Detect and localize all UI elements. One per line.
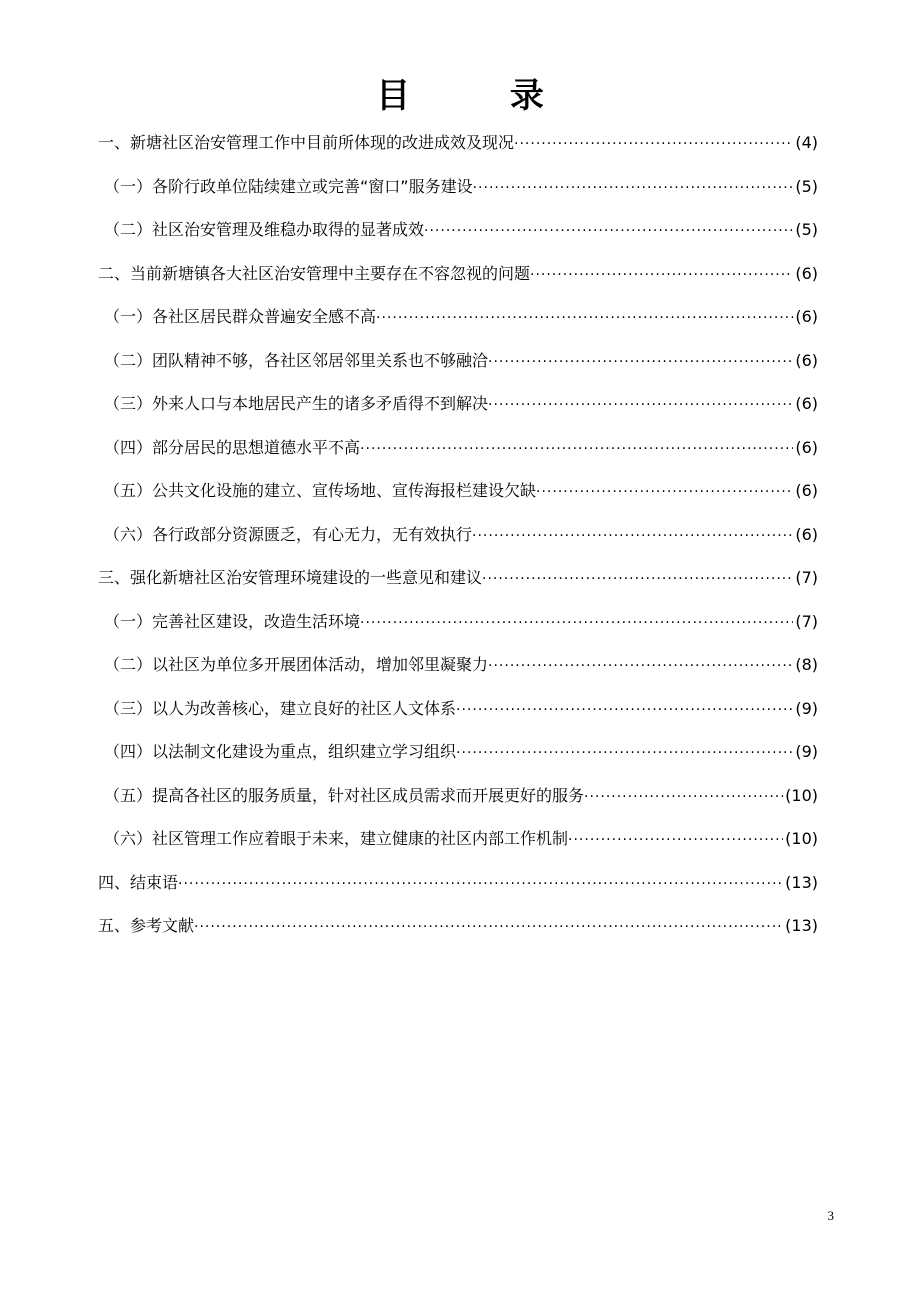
toc-entry-page: (10) (785, 829, 818, 848)
toc-entry[interactable] (98, 781, 818, 825)
toc-entry-title: （五）提高各社区的服务质量，针对社区成员需求而开展更好的服务 (104, 785, 585, 805)
toc-entry-page: (5) (795, 220, 818, 239)
toc-entry-page: (6) (795, 263, 818, 283)
toc-entry[interactable] (98, 737, 818, 781)
toc-entry-page: (5) (795, 176, 818, 196)
toc-leader-dots (456, 738, 793, 768)
toc-entry[interactable] (98, 346, 818, 390)
toc-entry[interactable] (98, 476, 818, 520)
toc-entry-page: (6) (795, 394, 818, 413)
toc-entry-page: (9) (795, 698, 818, 718)
table-of-contents (98, 128, 818, 955)
toc-entry[interactable] (98, 520, 818, 564)
toc-entry-title: 一、新塘社区治安管理工作中目前所体现的改进成效及现况 (98, 133, 515, 152)
toc-entry-page: (6) (795, 307, 818, 326)
toc-entry-title: （四）部分居民的思想道德水平不高 (104, 437, 361, 457)
toc-entry-title: （六）各行政部分资源匮乏，有心无力，无有效执行 (104, 524, 473, 544)
toc-entry[interactable] (98, 389, 818, 433)
toc-entry-title: （一）各阶行政单位陆续建立或完善“窗口”服务建设 (104, 176, 473, 196)
toc-leader-dots (360, 608, 793, 638)
toc-entry-page: (6) (795, 437, 818, 457)
toc-entry[interactable] (98, 172, 818, 216)
toc-leader-dots (530, 260, 793, 290)
toc-entry[interactable] (98, 650, 818, 694)
toc-entry-page: (6) (795, 350, 818, 370)
toc-leader-dots (488, 347, 793, 377)
toc-entry-title: （一）各社区居民群众普遍安全感不高 (104, 307, 377, 326)
toc-entry-title: （二）团队精神不够，各社区邻居邻里关系也不够融洽 (104, 350, 489, 370)
toc-entry-title: （三）以人为改善核心，建立良好的社区人文体系 (104, 698, 457, 718)
toc-entry-title: 二、当前新塘镇各大社区治安管理中主要存在不容忽视的问题 (98, 263, 531, 283)
toc-leader-dots (514, 129, 793, 159)
toc-leader-dots (482, 564, 793, 594)
toc-entry[interactable] (98, 259, 818, 303)
toc-entry[interactable] (98, 433, 818, 477)
toc-leader-dots (488, 390, 793, 420)
toc-leader-dots (424, 216, 793, 246)
toc-entry-title: 五、参考文献 (98, 916, 195, 935)
page-title: 目 录 (376, 76, 588, 116)
toc-entry-title: 三、强化新塘社区治安管理环境建设的一些意见和建议 (98, 568, 483, 587)
toc-entry[interactable] (98, 302, 818, 346)
toc-entry[interactable] (98, 128, 818, 172)
toc-entry-page: (4) (795, 133, 818, 152)
toc-leader-dots (472, 521, 793, 551)
toc-entry[interactable] (98, 563, 818, 607)
toc-entry-page: (13) (785, 916, 818, 935)
toc-leader-dots (568, 825, 783, 855)
toc-entry[interactable] (98, 911, 818, 955)
toc-entry-title: （一）完善社区建设，改造生活环境 (104, 611, 361, 631)
toc-leader-dots (194, 912, 783, 942)
toc-entry[interactable] (98, 694, 818, 738)
toc-entry-title: （六）社区管理工作应着眼于未来，建立健康的社区内部工作机制 (104, 829, 569, 848)
toc-entry[interactable] (98, 607, 818, 651)
toc-leader-dots (178, 869, 783, 899)
toc-entry-title: （四）以法制文化建设为重点，组织建立学习组织 (104, 742, 457, 761)
toc-entry-page: (7) (795, 568, 818, 587)
toc-leader-dots (456, 695, 793, 725)
toc-entry-page: (13) (785, 872, 818, 892)
toc-leader-dots (584, 782, 783, 812)
page-number: 3 (827, 1208, 834, 1223)
toc-entry-page: (6) (795, 524, 818, 544)
toc-entry[interactable] (98, 824, 818, 868)
toc-leader-dots (473, 173, 794, 203)
toc-entry-title: 四、结束语 (98, 872, 179, 892)
toc-entry-page: (7) (795, 611, 818, 631)
toc-entry[interactable] (98, 215, 818, 259)
toc-entry-page: (8) (795, 655, 818, 674)
toc-leader-dots (536, 477, 793, 507)
toc-entry-page: (6) (795, 481, 818, 500)
toc-leader-dots (376, 303, 793, 333)
toc-entry-title: （二）以社区为单位多开展团体活动，增加邻里凝聚力 (104, 655, 489, 674)
toc-leader-dots (488, 651, 793, 681)
toc-entry-title: （五）公共文化设施的建立、宣传场地、宣传海报栏建设欠缺 (104, 481, 537, 500)
toc-entry-title: （二）社区治安管理及维稳办取得的显著成效 (104, 220, 425, 239)
toc-entry-page: (10) (785, 785, 818, 805)
toc-entry-page: (9) (795, 742, 818, 761)
toc-leader-dots (360, 434, 793, 464)
toc-entry-title: （三）外来人口与本地居民产生的诸多矛盾得不到解决 (104, 394, 489, 413)
toc-entry[interactable] (98, 868, 818, 912)
